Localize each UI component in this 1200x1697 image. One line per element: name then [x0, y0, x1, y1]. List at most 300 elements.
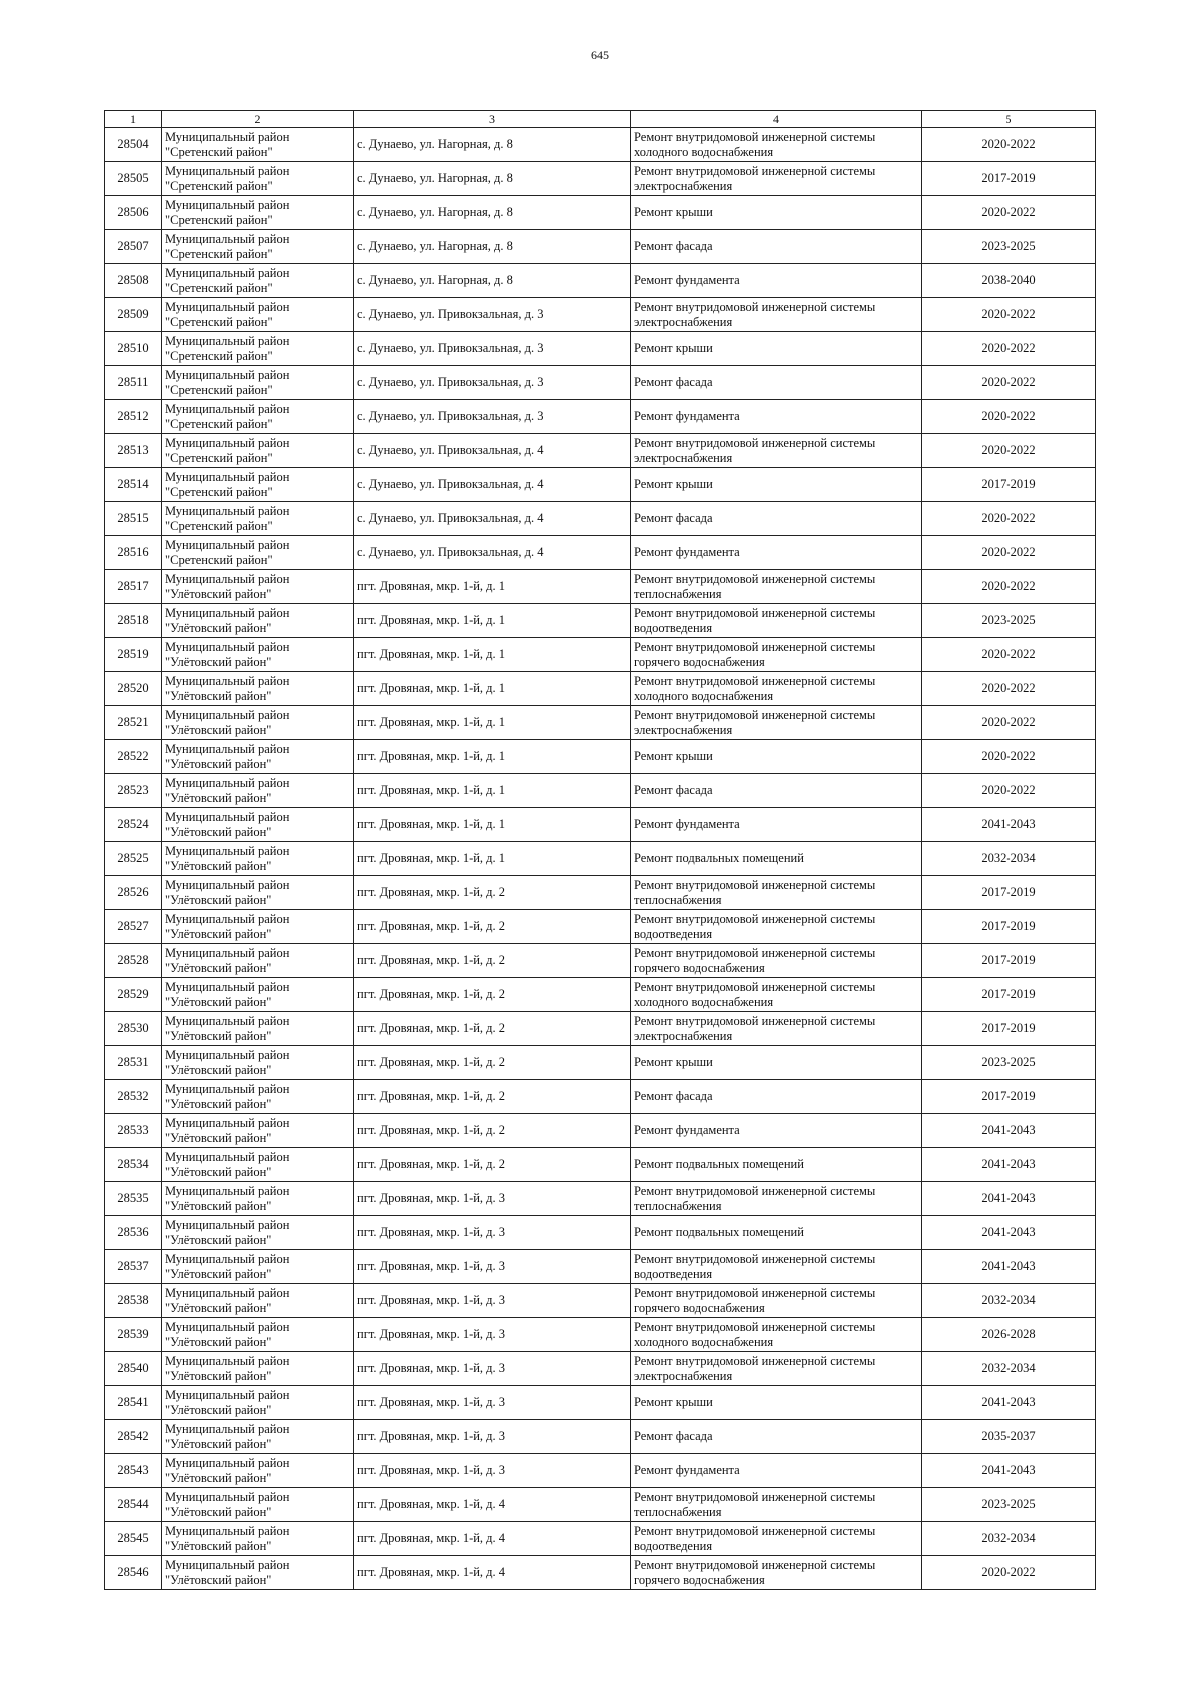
address: пгт. Дровяная, мкр. 1-й, д. 1: [357, 715, 506, 729]
row-number: 28522: [117, 749, 149, 763]
address-cell: [354, 1556, 631, 1590]
address: пгт. Дровяная, мкр. 1-й, д. 2: [357, 919, 506, 933]
work-type-cell: [631, 1182, 922, 1216]
row-number-cell: [105, 1114, 162, 1148]
municipality-cell: [162, 808, 354, 842]
municipality-cell: [162, 1182, 354, 1216]
municipality-line-1: Муниципальный район: [165, 639, 290, 654]
page-number: 645: [591, 48, 609, 62]
row-number: 28508: [117, 273, 149, 287]
address: с. Дунаево, ул. Нагорная, д. 8: [357, 205, 513, 219]
address-cell: [354, 162, 631, 196]
period-cell: [922, 1318, 1096, 1352]
municipality-cell: [162, 842, 354, 876]
table-row: [105, 1454, 1096, 1488]
row-number-cell: [105, 536, 162, 570]
row-number-cell: [105, 944, 162, 978]
address-cell: [354, 400, 631, 434]
address: с. Дунаево, ул. Привокзальная, д. 3: [357, 409, 544, 423]
address-cell: [354, 740, 631, 774]
municipality-line-1: Муниципальный район: [165, 741, 290, 756]
period: 2020-2022: [981, 511, 1036, 525]
period: 2023-2025: [981, 1497, 1036, 1511]
table-row: [105, 1420, 1096, 1454]
municipality-line-1: Муниципальный район: [165, 1047, 290, 1062]
work-type-line-1: Ремонт фасада: [634, 375, 713, 389]
row-number: 28536: [117, 1225, 149, 1239]
work-type-cell: [631, 298, 922, 332]
work-type-line-1: Ремонт внутридомовой инженерной системы: [634, 979, 876, 994]
period-cell: [922, 298, 1096, 332]
row-number: 28532: [117, 1089, 149, 1103]
row-number: 28540: [117, 1361, 149, 1375]
period-cell: [922, 1420, 1096, 1454]
municipality-line-1: Муниципальный район: [165, 673, 290, 688]
period-cell: [922, 1080, 1096, 1114]
work-type-line-1: Ремонт внутридомовой инженерной системы: [634, 163, 876, 178]
work-type-line-1: Ремонт внутридомовой инженерной системы: [634, 945, 876, 960]
address: пгт. Дровяная, мкр. 1-й, д. 2: [357, 1089, 506, 1103]
municipality-line-2: "Улётовский район": [165, 722, 272, 737]
table-row: [105, 570, 1096, 604]
table-row: [105, 978, 1096, 1012]
work-type-cell: [631, 128, 922, 162]
row-number-cell: [105, 1250, 162, 1284]
work-type-line-1: Ремонт подвальных помещений: [634, 1225, 804, 1239]
period-cell: [922, 910, 1096, 944]
period-cell: [922, 876, 1096, 910]
table-row: [105, 944, 1096, 978]
table-row: [105, 162, 1096, 196]
row-number: 28510: [117, 341, 149, 355]
address: с. Дунаево, ул. Нагорная, д. 8: [357, 171, 513, 185]
period: 2017-2019: [981, 477, 1036, 491]
period: 2020-2022: [981, 137, 1036, 151]
municipality-line-1: Муниципальный район: [165, 979, 290, 994]
table-row: [105, 502, 1096, 536]
period-cell: [922, 1386, 1096, 1420]
work-type-cell: [631, 876, 922, 910]
work-type-line-1: Ремонт внутридомовой инженерной системы: [634, 1523, 876, 1538]
period: 2041-2043: [981, 1157, 1036, 1171]
work-type-cell: [631, 1522, 922, 1556]
period-cell: [922, 1148, 1096, 1182]
work-type-cell: [631, 1080, 922, 1114]
work-type-line-2: теплоснабжения: [634, 892, 722, 907]
row-number: 28504: [117, 137, 149, 151]
table-row: [105, 910, 1096, 944]
row-number-cell: [105, 264, 162, 298]
period: 2020-2022: [981, 1565, 1036, 1579]
period-cell: [922, 196, 1096, 230]
work-type-line-2: горячего водоснабжения: [634, 654, 765, 669]
municipality-line-1: Муниципальный район: [165, 707, 290, 722]
row-number: 28545: [117, 1531, 149, 1545]
table-row: [105, 808, 1096, 842]
work-type-line-1: Ремонт фундамента: [634, 817, 740, 831]
municipality-line-2: "Улётовский район": [165, 1266, 272, 1281]
row-number: 28506: [117, 205, 149, 219]
period-cell: [922, 570, 1096, 604]
municipality-cell: [162, 1080, 354, 1114]
row-number-cell: [105, 1216, 162, 1250]
row-number-cell: [105, 366, 162, 400]
work-type-cell: [631, 672, 922, 706]
row-number: 28543: [117, 1463, 149, 1477]
period: 2035-2037: [981, 1429, 1036, 1443]
row-number: 28541: [117, 1395, 149, 1409]
period: 2017-2019: [981, 987, 1036, 1001]
address: пгт. Дровяная, мкр. 1-й, д. 2: [357, 885, 506, 899]
municipality-cell: [162, 264, 354, 298]
address-cell: [354, 1522, 631, 1556]
municipality-line-2: "Улётовский район": [165, 1504, 272, 1519]
address: пгт. Дровяная, мкр. 1-й, д. 4: [357, 1531, 506, 1545]
municipality-line-1: Муниципальный район: [165, 333, 290, 348]
period-cell: [922, 638, 1096, 672]
work-type-line-1: Ремонт крыши: [634, 477, 713, 491]
row-number: 28526: [117, 885, 149, 899]
address: пгт. Дровяная, мкр. 1-й, д. 2: [357, 953, 506, 967]
address: пгт. Дровяная, мкр. 1-й, д. 2: [357, 1157, 506, 1171]
table-row: [105, 1250, 1096, 1284]
period: 2020-2022: [981, 375, 1036, 389]
work-type-line-1: Ремонт внутридомовой инженерной системы: [634, 571, 876, 586]
address-cell: [354, 298, 631, 332]
municipality-cell: [162, 1114, 354, 1148]
work-type-line-1: Ремонт внутридомовой инженерной системы: [634, 299, 876, 314]
period-cell: [922, 162, 1096, 196]
municipality-line-2: "Улётовский район": [165, 926, 272, 941]
work-type-cell: [631, 842, 922, 876]
municipality-line-1: Муниципальный район: [165, 1183, 290, 1198]
municipality-line-1: Муниципальный район: [165, 1251, 290, 1266]
municipality-line-1: Муниципальный район: [165, 469, 290, 484]
address: пгт. Дровяная, мкр. 1-й, д. 3: [357, 1463, 506, 1477]
period: 2020-2022: [981, 205, 1036, 219]
municipality-line-1: Муниципальный район: [165, 231, 290, 246]
municipality-line-1: Муниципальный район: [165, 537, 290, 552]
address-cell: [354, 1046, 631, 1080]
address-cell: [354, 1352, 631, 1386]
work-type-cell: [631, 400, 922, 434]
address: с. Дунаево, ул. Привокзальная, д. 4: [357, 477, 544, 491]
address-cell: [354, 1216, 631, 1250]
row-number-cell: [105, 1488, 162, 1522]
municipality-line-1: Муниципальный район: [165, 945, 290, 960]
row-number: 28537: [117, 1259, 149, 1273]
period: 2017-2019: [981, 1021, 1036, 1035]
table-row: [105, 264, 1096, 298]
row-number: 28507: [117, 239, 149, 253]
period: 2032-2034: [981, 1293, 1036, 1307]
address-cell: [354, 128, 631, 162]
municipality-line-1: Муниципальный район: [165, 877, 290, 892]
row-number: 28505: [117, 171, 149, 185]
row-number: 28521: [117, 715, 149, 729]
address-cell: [354, 434, 631, 468]
address-cell: [354, 1420, 631, 1454]
municipality-cell: [162, 604, 354, 638]
municipality-line-2: "Сретенский район": [165, 348, 273, 363]
address-cell: [354, 1284, 631, 1318]
work-type-cell: [631, 230, 922, 264]
work-type-cell: [631, 944, 922, 978]
work-type-cell: [631, 1284, 922, 1318]
address-cell: [354, 1182, 631, 1216]
municipality-cell: [162, 128, 354, 162]
period: 2017-2019: [981, 885, 1036, 899]
municipality-line-1: Муниципальный район: [165, 367, 290, 382]
municipality-line-2: "Улётовский район": [165, 858, 272, 873]
table-row: [105, 1046, 1096, 1080]
table-row: [105, 740, 1096, 774]
address: пгт. Дровяная, мкр. 1-й, д. 4: [357, 1497, 506, 1511]
period-cell: [922, 808, 1096, 842]
municipality-line-1: Муниципальный район: [165, 571, 290, 586]
work-type-line-1: Ремонт внутридомовой инженерной системы: [634, 1557, 876, 1572]
work-type-line-1: Ремонт внутридомовой инженерной системы: [634, 673, 876, 688]
address: пгт. Дровяная, мкр. 1-й, д. 2: [357, 1021, 506, 1035]
row-number-cell: [105, 196, 162, 230]
row-number: 28527: [117, 919, 149, 933]
work-type-cell: [631, 468, 922, 502]
work-type-cell: [631, 502, 922, 536]
work-type-line-1: Ремонт внутридомовой инженерной системы: [634, 639, 876, 654]
municipality-line-2: "Улётовский район": [165, 1368, 272, 1383]
work-type-line-1: Ремонт фундамента: [634, 545, 740, 559]
period-cell: [922, 230, 1096, 264]
period-cell: [922, 1012, 1096, 1046]
row-number: 28513: [117, 443, 149, 457]
address: с. Дунаево, ул. Нагорная, д. 8: [357, 239, 513, 253]
row-number-cell: [105, 332, 162, 366]
address-cell: [354, 366, 631, 400]
municipality-line-1: Муниципальный район: [165, 1489, 290, 1504]
work-type-cell: [631, 706, 922, 740]
municipality-line-2: "Улётовский район": [165, 654, 272, 669]
address-cell: [354, 1318, 631, 1352]
address-cell: [354, 332, 631, 366]
table-row: [105, 1352, 1096, 1386]
municipality-line-2: "Улётовский район": [165, 620, 272, 635]
work-type-line-1: Ремонт крыши: [634, 1055, 713, 1069]
address: пгт. Дровяная, мкр. 1-й, д. 3: [357, 1191, 506, 1205]
table-row: [105, 638, 1096, 672]
municipality-cell: [162, 638, 354, 672]
municipality-cell: [162, 502, 354, 536]
period-cell: [922, 1182, 1096, 1216]
row-number: 28520: [117, 681, 149, 695]
row-number: 28531: [117, 1055, 149, 1069]
work-type-line-2: горячего водоснабжения: [634, 1572, 765, 1587]
municipality-line-2: "Сретенский район": [165, 314, 273, 329]
period: 2041-2043: [981, 817, 1036, 831]
municipality-cell: [162, 1556, 354, 1590]
row-number-cell: [105, 842, 162, 876]
row-number-cell: [105, 1522, 162, 1556]
work-type-line-1: Ремонт фасада: [634, 239, 713, 253]
period-cell: [922, 1250, 1096, 1284]
work-type-line-1: Ремонт внутридомовой инженерной системы: [634, 605, 876, 620]
municipality-cell: [162, 1352, 354, 1386]
work-type-line-1: Ремонт внутридомовой инженерной системы: [634, 1183, 876, 1198]
municipality-line-1: Муниципальный район: [165, 911, 290, 926]
column-header: 3: [354, 111, 631, 128]
municipality-cell: [162, 434, 354, 468]
address: пгт. Дровяная, мкр. 1-й, д. 1: [357, 613, 506, 627]
row-number-cell: [105, 604, 162, 638]
work-type-line-1: Ремонт фундамента: [634, 1123, 740, 1137]
column-number-header-row: [105, 111, 1096, 128]
municipality-line-2: "Улётовский район": [165, 1436, 272, 1451]
work-type-line-1: Ремонт крыши: [634, 205, 713, 219]
work-type-line-2: теплоснабжения: [634, 1198, 722, 1213]
work-type-line-1: Ремонт подвальных помещений: [634, 851, 804, 865]
work-type-cell: [631, 808, 922, 842]
municipality-line-1: Муниципальный район: [165, 1387, 290, 1402]
address-cell: [354, 944, 631, 978]
period: 2041-2043: [981, 1191, 1036, 1205]
work-type-cell: [631, 1386, 922, 1420]
address: пгт. Дровяная, мкр. 1-й, д. 3: [357, 1361, 506, 1375]
municipality-cell: [162, 162, 354, 196]
municipality-line-1: Муниципальный район: [165, 1285, 290, 1300]
work-type-line-1: Ремонт фундамента: [634, 1463, 740, 1477]
period-cell: [922, 434, 1096, 468]
address-cell: [354, 808, 631, 842]
row-number: 28529: [117, 987, 149, 1001]
row-number: 28535: [117, 1191, 149, 1205]
row-number-cell: [105, 1284, 162, 1318]
address-cell: [354, 1080, 631, 1114]
row-number-cell: [105, 1386, 162, 1420]
address-cell: [354, 264, 631, 298]
municipality-line-2: "Улётовский район": [165, 1300, 272, 1315]
work-type-line-1: Ремонт фундамента: [634, 409, 740, 423]
work-type-line-1: Ремонт крыши: [634, 341, 713, 355]
municipality-line-2: "Улётовский район": [165, 1096, 272, 1111]
period: 2017-2019: [981, 1089, 1036, 1103]
municipality-line-1: Муниципальный район: [165, 435, 290, 450]
row-number: 28516: [117, 545, 149, 559]
address-cell: [354, 1114, 631, 1148]
work-type-line-2: электроснабжения: [634, 450, 733, 465]
work-type-cell: [631, 1318, 922, 1352]
work-type-line-1: Ремонт крыши: [634, 1395, 713, 1409]
municipality-cell: [162, 1454, 354, 1488]
municipality-line-1: Муниципальный район: [165, 605, 290, 620]
period-cell: [922, 1454, 1096, 1488]
municipality-cell: [162, 1318, 354, 1352]
work-type-line-1: Ремонт внутридомовой инженерной системы: [634, 707, 876, 722]
period: 2020-2022: [981, 681, 1036, 695]
period: 2041-2043: [981, 1123, 1036, 1137]
column-header: 4: [631, 111, 922, 128]
address: пгт. Дровяная, мкр. 1-й, д. 1: [357, 851, 506, 865]
municipality-line-1: Муниципальный район: [165, 1081, 290, 1096]
row-number: 28523: [117, 783, 149, 797]
work-type-line-2: электроснабжения: [634, 1368, 733, 1383]
municipality-line-2: "Улётовский район": [165, 892, 272, 907]
table-row: [105, 1556, 1096, 1590]
address-cell: [354, 1488, 631, 1522]
municipality-cell: [162, 910, 354, 944]
work-type-line-2: холодного водоснабжения: [634, 688, 774, 703]
work-type-cell: [631, 1556, 922, 1590]
table-row: [105, 876, 1096, 910]
municipality-line-1: Муниципальный район: [165, 1217, 290, 1232]
period-cell: [922, 706, 1096, 740]
work-type-line-1: Ремонт фасада: [634, 783, 713, 797]
period-cell: [922, 604, 1096, 638]
row-number-cell: [105, 1182, 162, 1216]
address-cell: [354, 570, 631, 604]
municipality-line-1: Муниципальный район: [165, 775, 290, 790]
work-type-cell: [631, 638, 922, 672]
work-type-line-2: водоотведения: [634, 620, 713, 635]
period-cell: [922, 1352, 1096, 1386]
work-type-cell: [631, 332, 922, 366]
row-number: 28525: [117, 851, 149, 865]
table-row: [105, 1216, 1096, 1250]
row-number: 28524: [117, 817, 149, 831]
address-cell: [354, 468, 631, 502]
row-number: 28515: [117, 511, 149, 525]
table-row: [105, 706, 1096, 740]
work-type-line-1: Ремонт подвальных помещений: [634, 1157, 804, 1171]
period-cell: [922, 842, 1096, 876]
table-row: [105, 536, 1096, 570]
work-type-line-1: Ремонт фасада: [634, 511, 713, 525]
work-type-line-2: электроснабжения: [634, 314, 733, 329]
table-row: [105, 1318, 1096, 1352]
municipality-line-2: "Улётовский район": [165, 1062, 272, 1077]
address-cell: [354, 1012, 631, 1046]
municipality-cell: [162, 536, 354, 570]
municipality-line-2: "Улётовский район": [165, 756, 272, 771]
period-cell: [922, 128, 1096, 162]
table-row: [105, 1182, 1096, 1216]
period: 2032-2034: [981, 851, 1036, 865]
period: 2023-2025: [981, 239, 1036, 253]
address-cell: [354, 774, 631, 808]
period: 2038-2040: [981, 273, 1036, 287]
municipality-line-2: "Улётовский район": [165, 1164, 272, 1179]
municipality-cell: [162, 1488, 354, 1522]
period: 2020-2022: [981, 715, 1036, 729]
address-cell: [354, 842, 631, 876]
table-row: [105, 332, 1096, 366]
row-number-cell: [105, 1148, 162, 1182]
municipality-line-2: "Улётовский район": [165, 1538, 272, 1553]
period-cell: [922, 978, 1096, 1012]
work-type-line-1: Ремонт внутридомовой инженерной системы: [634, 1013, 876, 1028]
municipality-line-1: Муниципальный район: [165, 809, 290, 824]
municipality-cell: [162, 1386, 354, 1420]
row-number-cell: [105, 434, 162, 468]
work-type-cell: [631, 1216, 922, 1250]
row-number-cell: [105, 502, 162, 536]
row-number: 28539: [117, 1327, 149, 1341]
work-type-line-1: Ремонт внутридомовой инженерной системы: [634, 877, 876, 892]
work-type-cell: [631, 264, 922, 298]
address-cell: [354, 196, 631, 230]
work-type-cell: [631, 1352, 922, 1386]
row-number-cell: [105, 1318, 162, 1352]
address: пгт. Дровяная, мкр. 1-й, д. 1: [357, 817, 506, 831]
row-number: 28530: [117, 1021, 149, 1035]
